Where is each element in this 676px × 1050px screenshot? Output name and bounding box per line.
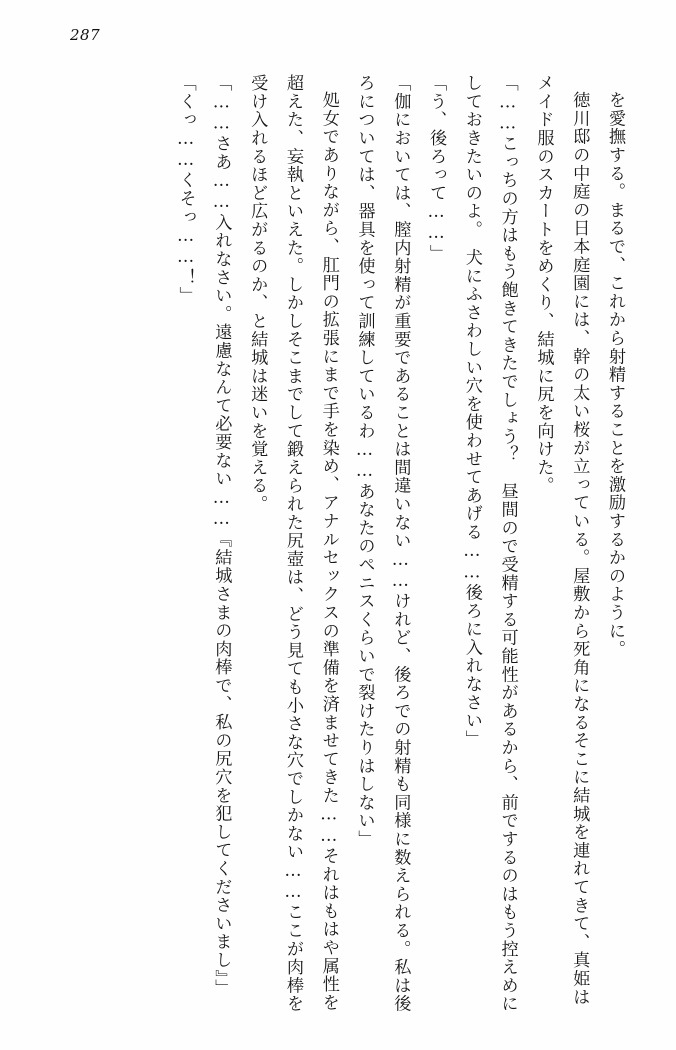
paragraph: 「くっ……くそっ……！」 [175, 74, 196, 305]
paragraph: 処女でありながら、肛門の拡張にまで手を染め、アナルセックスの準備を済ませてきた……それはもはや属性を超えた、妄執といえた。しかしそこまでして鍛えられた尻壺は、どう見ても小さな穴でしかない……ここが肉棒を受け入れるほど広がるのか、と結城は迷いを覚える。 [247, 74, 339, 1013]
paragraph: 「……こっちの方はもう飽きてきたでしょう？ 昼間ので受精する可能性があるから、前でするのはもう控えめにしておきたいのよ。 犬にふさわしい穴を使わせてあげる……後ろに入れなさい」 [461, 74, 518, 1013]
novel-body-text [72, 74, 632, 1024]
paragraph: 「う、後ろって……」 [426, 74, 447, 263]
paragraph: 徳川邸の中庭の日本庭園には、幹の太い桜が立っている。屋敷から死角になるそこに結城を連れてきて、真姫はメイド服のスカートをめくり、結城に尻を向けた。 [533, 74, 590, 1007]
paragraph: を愛撫する。まるで、これから射精することを激励するかのように。 [605, 91, 625, 659]
paragraph: 「……さあ……入れなさい。遠慮なんて必要ない……『結城さまの肉棒で、私の尻穴を犯してくださいまし』」 [211, 74, 232, 998]
paragraph: 「伽においては、膣内射精が重要であることは間違いない……けれど、後ろでの射精も同様に数えられる。私は後ろについては、器具を使って訓練しているわ……あなたのペニスくらいで裂けたりはしない」 [354, 74, 411, 1013]
page-number: 287 [70, 26, 101, 44]
